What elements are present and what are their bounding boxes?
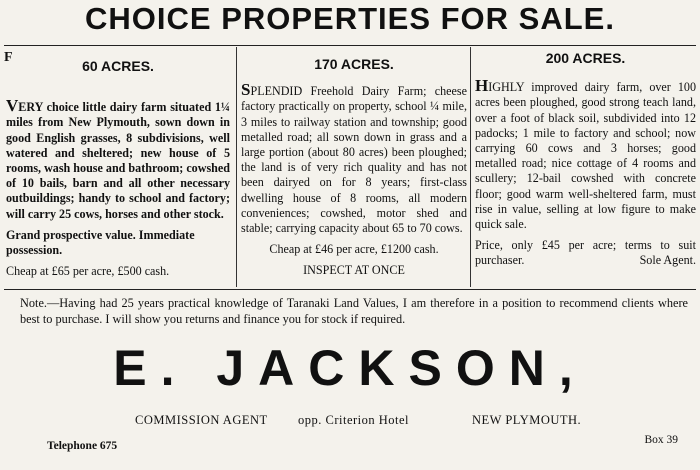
listing-price: Cheap at £65 per acre, £500 cash. [6,264,170,279]
top-rule [4,45,696,46]
agent-name: E. JACKSON, [113,340,587,396]
agent-address: opp. Criterion Hotel [298,413,410,427]
listing-description [6,96,230,222]
corner-mark: F [4,50,13,65]
listing-price: Cheap at £46 per acre, £1200 cash. [269,242,439,257]
listing-heading: 200 ACRES. [545,50,626,66]
listing-subnote: Grand prospective value. Immediate possession. [6,227,195,258]
listing-agent-suffix: Sole Agent. [639,253,696,268]
drop-cap: H [475,76,489,96]
headline: CHOICE PROPERTIES FOR SALE. [85,1,615,36]
column-divider [470,47,471,287]
listing-description [475,76,696,232]
listing-170-acres [237,47,470,287]
listing-body: PLENDID Freehold Dairy Farm; cheese factory practically on property, school ¼ mile, 3 miles to railway station and township; good metalled road; all sown down in grass and a large portion (about 80 acres) been ploughed; the land is of very rich quality and has not been dairyed on for 8 years; first-class dwelling house of 8 rooms, all modern conveniences; cowshed, motor shed and stable; carrying capacity about 65 to 70 cows. [241,84,467,236]
mid-rule [4,289,696,290]
listing-price [475,238,696,268]
listing-body: IGHLY improved dairy farm, over 100 acres been ploughed, good strong teach land, over a foot of black soil, subdivided into 12 padocks; 1 mile to factory and school; now carrying 60 cows and 3 horses; good metalled road; nice cottage of 4 rooms and scullery; 12-bail cowshed with concrete floor; good warm well-sheltered farm, must rise in value, selling at low figure to make quick sale. [475,80,696,232]
box-number: Box 39 [644,434,678,446]
telephone: Telephone 675 [47,440,118,452]
agent-note: Note.—Having had 25 years practical knowledge of Taranaki Land Values, I am therefore in a position to recommend clients where best to purchase. I will show you returns and finance you for stock if required. [20,296,688,326]
column-divider [236,47,237,287]
agent-title: COMMISSION AGENT [135,413,268,427]
listing-price-text: Price, only £45 per acre; terms to suit purchaser. [475,238,696,268]
agent-town: NEW PLYMOUTH. [472,413,582,427]
drop-cap: V [6,96,19,116]
listing-heading: 170 ACRES. [314,56,394,72]
listing-60-acres [0,47,236,287]
listing-200-acres [471,47,700,287]
listing-columns [0,47,700,287]
listing-heading: 60 ACRES. [82,58,154,74]
listing-description [241,80,467,236]
drop-cap: S [241,80,251,100]
listing-cta: INSPECT AT ONCE [303,263,405,278]
listing-body: ERY choice little dairy farm situated 1¼ miles from New Plymouth, sown down in good English grasses, 8 subdivisions, well watered and sheltered; new house of 5 rooms, wash house and bathroom; cowshed of 10 bails, barn and all other necessary outbuildings; handy to school and factory; will carry 25 cows, horses and other stock. [6,100,230,221]
